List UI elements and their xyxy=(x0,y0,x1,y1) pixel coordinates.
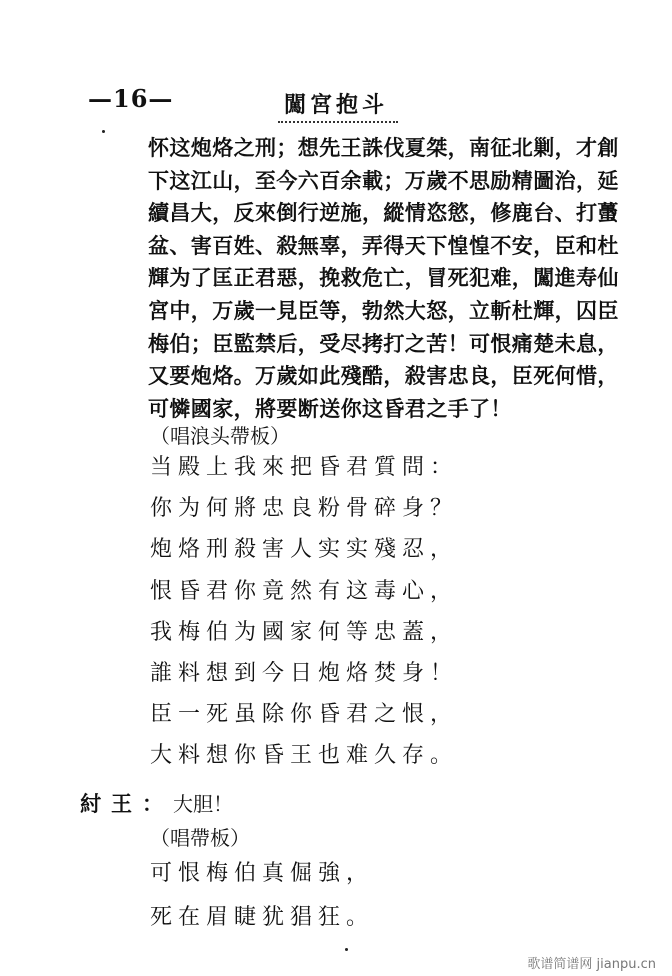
verse-line: 你为何將忠良粉骨碎身？ xyxy=(150,496,459,522)
verse-line: 我梅伯为國家何等忠蓋， xyxy=(150,619,459,645)
speaker-line xyxy=(80,788,233,818)
prose-line: 輝为了匡正君惡，挽救危亡，冒死犯难，闖進寿仙 xyxy=(148,265,619,291)
watermark: 歌谱简谱网 jianpu.cn xyxy=(527,957,656,972)
prose-block xyxy=(148,132,628,425)
margin-speck xyxy=(102,130,105,133)
page-speck xyxy=(345,948,348,951)
running-title: 闖宮抱斗 xyxy=(284,92,389,118)
verse-line: 臣一死虽除你昏君之恨， xyxy=(150,702,459,728)
verse-line: 当殿上我來把昏君質問： xyxy=(150,455,459,480)
verse-block xyxy=(150,852,374,940)
stage-direction: （唱帶板） xyxy=(150,826,250,850)
prose-line: 下这江山，至今六百余載；万歲不思励精圖治，延 xyxy=(148,167,619,193)
page-number: —16— xyxy=(88,84,174,113)
verse-block xyxy=(150,447,458,777)
title-underline xyxy=(278,121,398,123)
stage-direction: （唱浪头帶板） xyxy=(150,424,290,448)
verse-line: 誰料想到今日炮烙焚身！ xyxy=(150,660,459,686)
prose-line: 盆、害百姓、殺無辜，弄得天下惶惶不安，臣和杜 xyxy=(148,232,619,258)
verse-line: 死在眉睫犹猖狂。 xyxy=(150,905,375,930)
verse-line: 恨昏君你竟然有这毒心， xyxy=(150,578,459,604)
prose-line: 宮中，万歲一見臣等，勃然大怒，立斬杜輝，囚臣 xyxy=(148,297,619,323)
prose-line: 又要炮烙。万歲如此殘酷，殺害忠良，臣死何惜， xyxy=(148,363,619,389)
prose-line: 續昌大，反來倒行逆施，縱情恣慾，修鹿台、打蠆 xyxy=(148,200,619,226)
verse-line: 大料想你昏王也难久存。 xyxy=(150,743,459,769)
prose-line: 可憐國家，將要断送你这昏君之手了！ xyxy=(148,395,512,421)
speaker-name: 紂王： xyxy=(80,791,173,816)
prose-line: 怀这炮烙之刑；想先王誅伐夏桀，南征北剿，才創 xyxy=(148,135,619,160)
prose-line: 梅伯；臣監禁后，受尽拷打之苦！可恨痛楚未息， xyxy=(148,330,619,356)
verse-line: 炮烙刑殺害人实实殘忍， xyxy=(150,537,459,563)
verse-line: 可恨梅伯真倔強， xyxy=(150,861,375,886)
speaker-speech: 大胆！ xyxy=(173,792,233,816)
